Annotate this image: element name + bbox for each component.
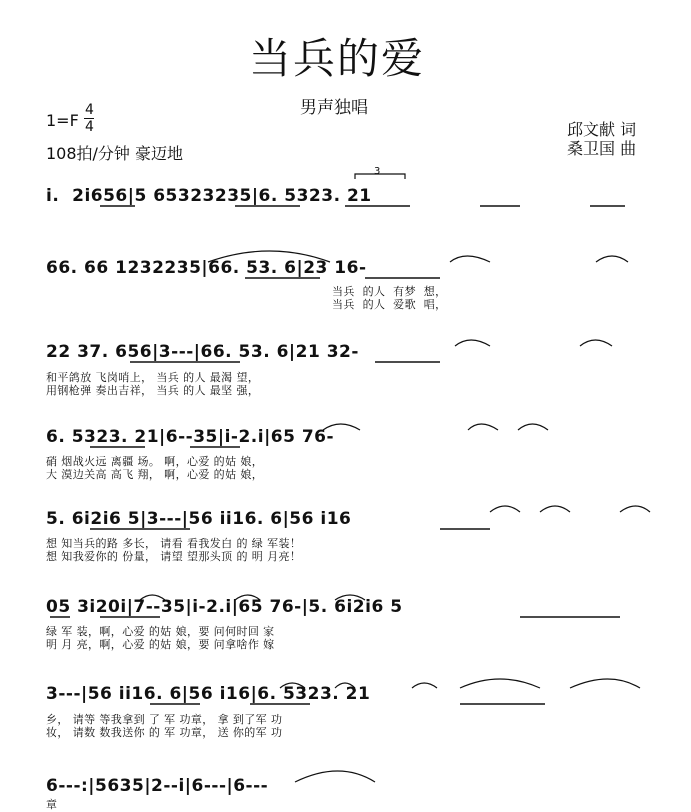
composer-credit: 桑卫国 曲 xyxy=(567,139,637,158)
system-7-notes: 3---|56 ii16. 6|56 i16|6. 5323. 21 xyxy=(46,684,371,704)
system-3-lyrics-verse-2: 用钢枪弹 奏出吉祥， 当兵 的人 最坚 强， xyxy=(46,384,260,397)
lyricist-credit: 邱文献 词 xyxy=(567,120,637,139)
key-signature: 1=F xyxy=(46,111,79,130)
system-2-lyrics-verse-1: 当兵 的人 有梦 想， xyxy=(332,285,447,298)
system-1-notes: i. 2i656|5 65323235|6. 5323. 21 xyxy=(46,186,372,206)
system-4-lyrics-verse-2: 大 漠边关高 高飞 翔， 啊，心爱 的姑 娘， xyxy=(46,468,264,481)
time-signature-bottom: 4 xyxy=(85,119,94,135)
system-7-lyrics-verse-1: 乡， 请等 等我拿到 了 军 功章， 拿 到了军 功 xyxy=(46,713,283,726)
system-6-lyrics-verse-2: 明 月 亮，啊，心爱 的姑 娘，要 问拿啥作 嫁 xyxy=(46,638,275,651)
system-7-lyrics-verse-2: 妆， 请数 数我送你 的 军 功章， 送 你的军 功 xyxy=(46,726,283,739)
system-2-lyrics-verse-2: 当兵 的人 爱歌 唱， xyxy=(332,298,447,311)
system-5-lyrics-verse-1: 想 知当兵的路 多长， 请看 看我发白 的 绿 军装！ xyxy=(46,537,302,550)
song-title: 当兵的爱 xyxy=(249,34,426,83)
system-3-notes: 22 37. 656|3---|66. 53. 6|21 32- xyxy=(46,342,359,362)
system-5-lyrics-verse-2: 想 知我爱你的 份量， 请望 望那头顶 的 明 月亮！ xyxy=(46,550,302,563)
triplet-mark: 3 xyxy=(374,166,381,177)
system-3-lyrics-verse-1: 和平鸽放 飞岗哨上， 当兵 的人 最渴 望， xyxy=(46,371,260,384)
time-signature-top: 4 xyxy=(85,102,94,118)
system-4-notes: 6. 5323. 21|6--35|i-2.i|65 76- xyxy=(46,427,335,447)
system-2-notes: 66. 66 1232235|66. 53. 6|23 16- xyxy=(46,258,367,278)
system-6-lyrics-verse-1: 绿 军 装，啊，心爱 的姑 娘，要 问何时回 家 xyxy=(46,625,275,638)
system-5-notes: 5. 6i2i6 5|3---|56 ii16. 6|56 i16 xyxy=(46,509,352,529)
system-4-lyrics-verse-1: 硝 烟战火远 离疆 场。 啊，心爱 的姑 娘， xyxy=(46,455,264,468)
system-8-lyrics-verse-1: 章 xyxy=(46,798,58,811)
song-subtitle: 男声独唱 xyxy=(300,98,368,118)
tempo-marking: 108拍/分钟 豪迈地 xyxy=(46,144,184,163)
system-8-notes: 6---:|5635|2--i|6---|6--- xyxy=(46,776,269,796)
system-6-notes: 05 3i20i|7--35|i-2.i|65 76-|5. 6i2i6 5 xyxy=(46,597,403,617)
